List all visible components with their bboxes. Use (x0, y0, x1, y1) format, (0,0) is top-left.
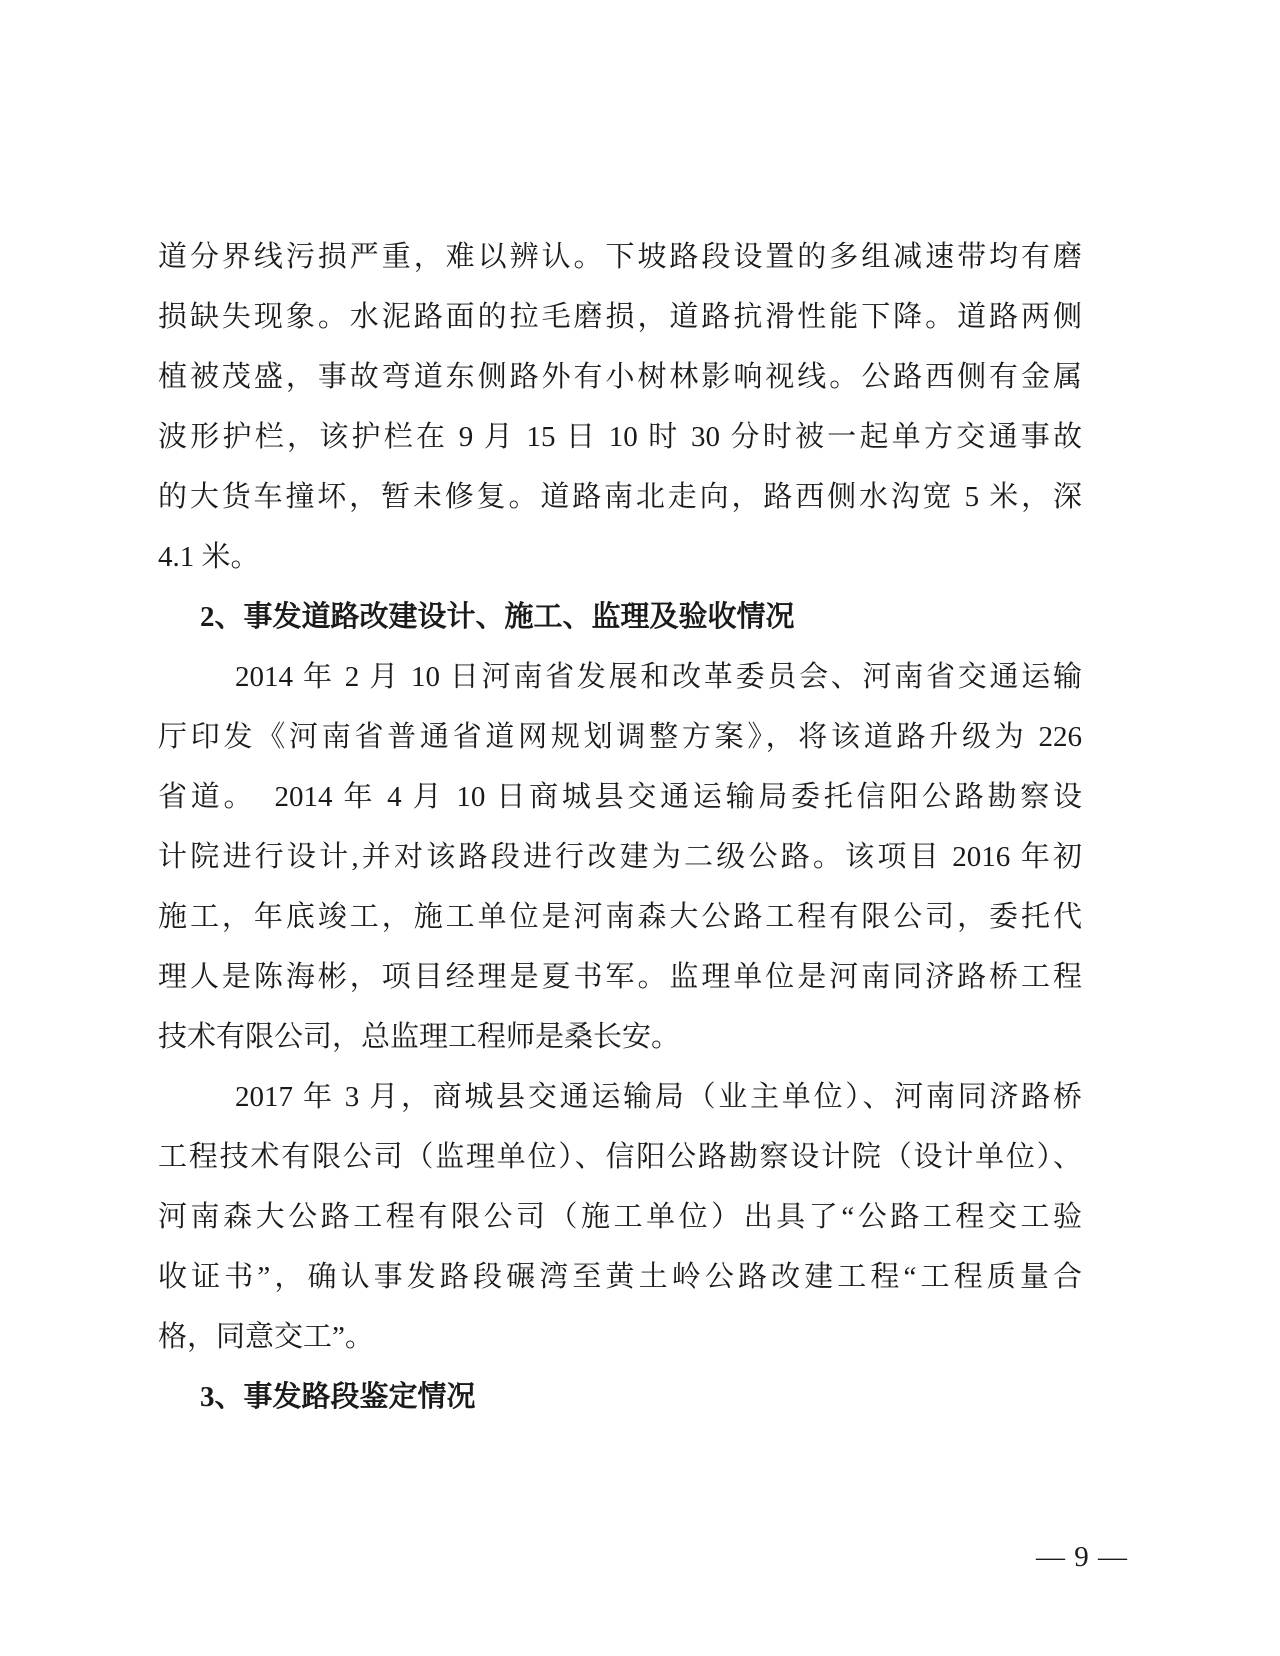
document-body (158, 227, 1082, 1427)
body-text-line: 理人是陈海彬，项目经理是夏书军。监理单位是河南同济路桥工程 (158, 961, 1082, 993)
body-text-line: 工程技术有限公司（监理单位）、信阳公路勘察设计院（设计单位）、 (158, 1141, 1082, 1173)
body-text-line: 收证书”，确认事发路段碾湾至黄土岭公路改建工程“工程质量合 (158, 1261, 1082, 1293)
body-text-line: 道分界线污损严重，难以辨认。下坡路段设置的多组减速带均有磨 (158, 241, 1082, 273)
body-text-line: 施工，年底竣工，施工单位是河南森大公路工程有限公司，委托代 (158, 901, 1082, 933)
body-text-line: 2017 年 3 月，商城县交通运输局（业主单位）、河南同济路桥 (235, 1081, 1082, 1113)
body-text-line: 厅印发《河南省普通省道网规划调整方案》，将该道路升级为 226 (158, 721, 1082, 753)
page-number: — 9 — (1036, 1541, 1128, 1573)
body-text-line: 技术有限公司，总监理工程师是桑长安。 (158, 1021, 681, 1053)
body-text-line: 省道。 2014 年 4 月 10 日商城县交通运输局委托信阳公路勘察设 (158, 781, 1082, 813)
body-text-line: 河南森大公路工程有限公司（施工单位）出具了“公路工程交工验 (158, 1201, 1082, 1233)
body-text-line: 波形护栏，该护栏在 9 月 15 日 10 时 30 分时被一起单方交通事故 (158, 421, 1082, 453)
body-text-line: 植被茂盛，事故弯道东侧路外有小树林影响视线。公路西侧有金属 (158, 361, 1082, 393)
body-text-line: 计院进行设计,并对该路段进行改建为二级公路。该项目 2016 年初 (158, 841, 1082, 873)
body-text-line: 2014 年 2 月 10 日河南省发展和改革委员会、河南省交通运输 (235, 661, 1082, 693)
body-text-line: 损缺失现象。水泥路面的拉毛磨损，道路抗滑性能下降。道路两侧 (158, 301, 1082, 333)
body-text-line: 的大货车撞坏，暂未修复。道路南北走向，路西侧水沟宽 5 米，深 (158, 481, 1082, 513)
body-text-line: 4.1 米。 (158, 541, 260, 573)
body-text-line: 格，同意交工”。 (158, 1321, 374, 1353)
section-heading: 2、事发道路改建设计、施工、监理及验收情况 (200, 601, 795, 633)
section-heading: 3、事发路段鉴定情况 (200, 1381, 476, 1413)
